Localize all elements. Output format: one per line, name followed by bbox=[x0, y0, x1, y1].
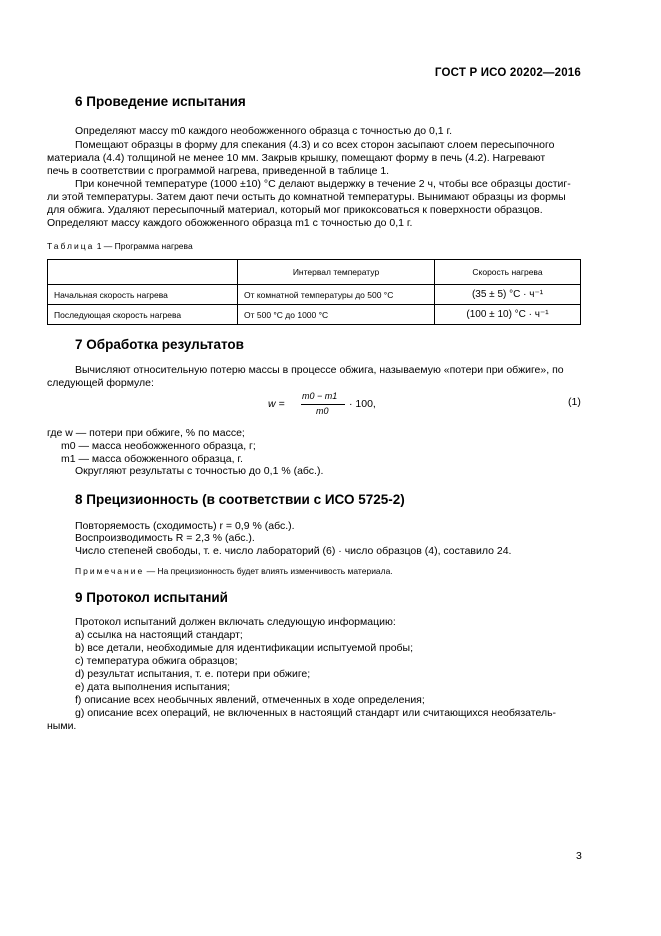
list-item: b) все детали, необходимые для идентификации испытуемой пробы; bbox=[75, 642, 414, 654]
table-cell: Последующая скорость нагрева bbox=[48, 305, 238, 325]
formula-numerator: m0 − m1 bbox=[302, 391, 338, 401]
protocol-intro: Протокол испытаний должен включать следующую информацию: bbox=[75, 616, 396, 628]
list-item: d) результат испытания, т. е. потери при обжиге; bbox=[75, 668, 311, 680]
table-header-row bbox=[48, 260, 581, 285]
s6-paragraph-2c: печь в соответствии с программой нагрева, приведенной в таблице 1. bbox=[47, 165, 390, 177]
table-cell: (100 ± 10) °С · ч⁻¹ bbox=[435, 305, 581, 325]
section-8-heading: 8 Прецизионность (в соответствии с ИСО 5725-2) bbox=[75, 492, 405, 507]
section-7-heading: 7 Обработка результатов bbox=[75, 337, 244, 352]
table-row bbox=[48, 285, 581, 305]
table-cell: От 500 °С до 1000 °С bbox=[238, 305, 435, 325]
s6-paragraph-3c: для обжига. Удаляют пересыпочный материал, который мог прикоксоваться к поверхности образцов. bbox=[47, 204, 543, 216]
s6-paragraph-2b: материала (4.4) толщиной не менее 10 мм. Закрыв крышку, помещают форму в печь (4.2). Нагревают bbox=[47, 152, 546, 164]
list-item: g) описание всех операций, не включенных в настоящий стандарт или считающихся необязатель- bbox=[75, 707, 557, 719]
list-item: f) описание всех необычных явлений, отмеченных в ходе определения; bbox=[75, 694, 425, 706]
formula-denominator: m0 bbox=[316, 406, 329, 416]
table-cell: (35 ± 5) °С · ч⁻¹ bbox=[435, 285, 581, 305]
table-caption bbox=[47, 240, 193, 254]
table-caption-label: Таблица bbox=[47, 241, 95, 251]
table-header-cell: Скорость нагрева bbox=[435, 260, 581, 285]
precision-note bbox=[75, 565, 393, 579]
s7-paragraph-1a: Вычисляют относительную потерю массы в процессе обжига, называемую «потери при обжиге», по bbox=[75, 364, 564, 376]
table-header-cell: Интервал температур bbox=[238, 260, 435, 285]
fraction-bar bbox=[301, 404, 345, 405]
s6-paragraph-3b: ли этой температуры. Затем дают печи остыть до комнатной температуры. Вынимают образцы из формы bbox=[47, 191, 566, 203]
section-9-heading: 9 Протокол испытаний bbox=[75, 590, 228, 605]
s6-paragraph-3d: Определяют массу каждого обожженного образца m1 с точностью до 0,1 г. bbox=[47, 217, 413, 229]
s7-paragraph-1b: следующей формуле: bbox=[47, 377, 154, 389]
note-text: — На прецизионность будет влиять изменчивость материала. bbox=[146, 566, 393, 576]
note-label: Примечание bbox=[75, 566, 145, 576]
s6-paragraph-2a: Помещают образцы в форму для спекания (4.3) и со всех сторон засыпают слоем пересыпочного bbox=[75, 139, 555, 151]
reproducibility: Воспроизводимость R = 2,3 % (абс.). bbox=[75, 532, 255, 544]
list-item: e) дата выполнения испытания; bbox=[75, 681, 231, 693]
where-m1: m1 — масса обожженного образца, г. bbox=[61, 453, 243, 465]
degrees-of-freedom: Число степеней свободы, т. е. число лабораторий (6) · число образцов (4), составило 24. bbox=[75, 545, 512, 557]
heating-program-table bbox=[47, 259, 581, 325]
list-item-continuation: ными. bbox=[47, 720, 77, 732]
table-cell: От комнатной температуры до 500 °С bbox=[238, 285, 435, 305]
rounding-note: Округляют результаты с точностью до 0,1 % (абс.). bbox=[75, 465, 324, 477]
formula-lhs: w = bbox=[268, 398, 285, 410]
table-row bbox=[48, 305, 581, 325]
document-header: ГОСТ Р ИСО 20202—2016 bbox=[434, 67, 581, 79]
section-6-heading: 6 Проведение испытания bbox=[75, 94, 246, 109]
where-m0: m0 — масса необожженного образца, г; bbox=[61, 440, 256, 452]
table-header-cell bbox=[48, 260, 238, 285]
page-number: 3 bbox=[576, 850, 582, 862]
list-item: a) ссылка на настоящий стандарт; bbox=[75, 629, 243, 641]
s6-paragraph-3a: При конечной температуре (1000 ±10) °С делают выдержку в течение 2 ч, чтобы все образцы достиг- bbox=[75, 178, 571, 190]
table-cell: Начальная скорость нагрева bbox=[48, 285, 238, 305]
formula-number: (1) bbox=[568, 396, 581, 408]
formula-rhs: · 100, bbox=[349, 398, 376, 410]
table-caption-text: 1 — Программа нагрева bbox=[96, 241, 193, 251]
repeatability: Повторяемость (сходимость) r = 0,9 % (абс.). bbox=[75, 520, 295, 532]
where-w: где w — потери при обжиге, % по массе; bbox=[47, 427, 245, 439]
s6-paragraph-1: Определяют массу m0 каждого необожженного образца с точностью до 0,1 г. bbox=[75, 125, 452, 137]
list-item: c) температура обжига образцов; bbox=[75, 655, 238, 667]
